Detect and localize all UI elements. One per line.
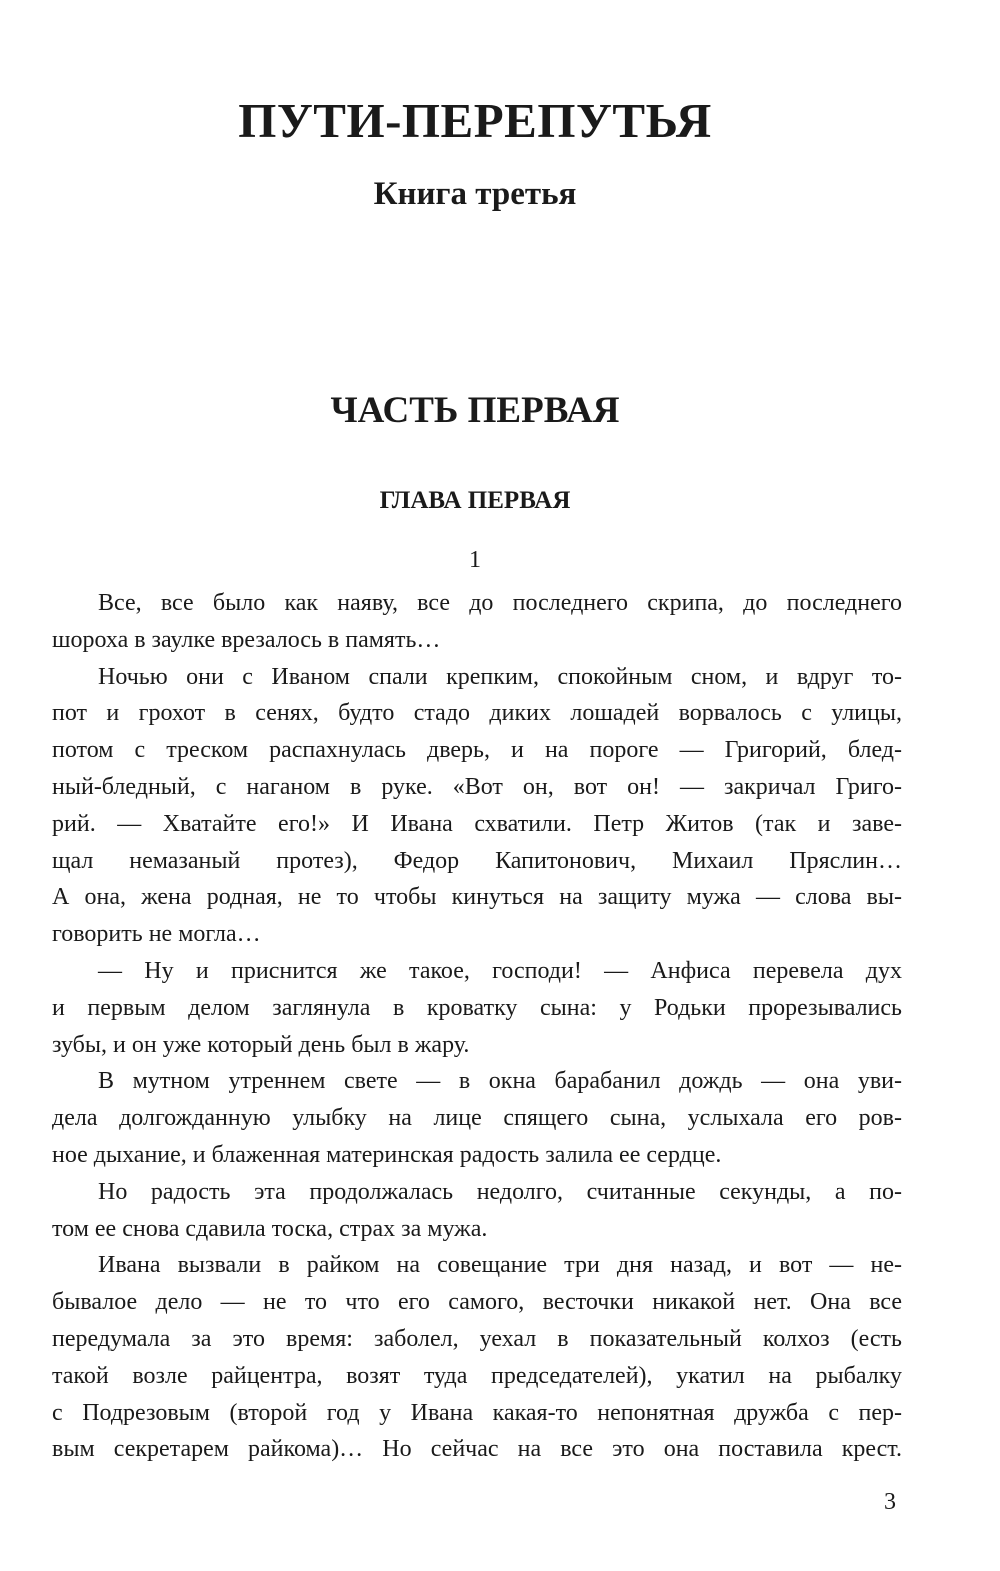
text-line: ное дыхание, и блаженная материнская радость залила ее сердце.	[52, 1141, 722, 1168]
text-line: пот и грохот в сенях, будто стадо диких лошадей ворвалось с улицы,	[52, 700, 902, 727]
page-number: 3	[884, 1489, 896, 1515]
text-line: бывалое дело — не то что его самого, весточки никакой нет. Она все	[52, 1289, 902, 1316]
text-line: с Подрезовым (второй год у Ивана какая-то непонятная дружба с пер-	[52, 1399, 902, 1426]
text-line: ный-бледный, с наганом в руке. «Вот он, вот он! — закричал Григо-	[52, 773, 902, 800]
book-subtitle: Книга третья	[373, 176, 577, 212]
text-line: Ивана вызвали в райком на совещание три дня назад, и вот — не-	[98, 1252, 902, 1279]
chapter-title: ГЛАВА ПЕРВАЯ	[379, 487, 571, 514]
text-line: шороха в заулке врезалось в память…	[52, 626, 441, 653]
text-line: передумала за это время: заболел, уехал в показательный колхоз (есть	[52, 1325, 902, 1352]
text-line: рий. — Хватайте его!» И Ивана схватили. Петр Житов (так и заве-	[52, 810, 902, 837]
text-line: дела долгожданную улыбку на лице спящего сына, услыхала его ров-	[52, 1105, 902, 1132]
text-line: том ее снова сдавила тоска, страх за мужа.	[52, 1215, 488, 1242]
text-line: Но радость эта продолжалась недолго, считанные секунды, а по-	[98, 1178, 902, 1205]
text-line: потом с треском распахнулась дверь, и на пороге — Григорий, блед-	[52, 737, 902, 764]
text-line: и первым делом заглянула в кроватку сына: у Родьки прорезывались	[52, 994, 902, 1021]
text-line: вым секретарем райкома)… Но сейчас на все это она поставила крест.	[52, 1436, 902, 1463]
text-line: зубы, и он уже который день был в жару.	[52, 1031, 470, 1058]
section-number: 1	[469, 547, 481, 573]
text-line: говорить не могла…	[52, 921, 261, 948]
body-text	[52, 585, 902, 1468]
text-line: В мутном утреннем свете — в окна барабанил дождь — она уви-	[98, 1068, 902, 1095]
part-title: ЧАСТЬ ПЕРВАЯ	[330, 390, 620, 431]
text-line: Ночью они с Иваном спали крепким, спокойным сном, и вдруг то-	[98, 663, 902, 690]
text-line: щал немазаный протез), Федор Капитонович, Михаил Пряслин…	[52, 847, 902, 874]
text-line: Все, все было как наяву, все до последнего скрипа, до последнего	[98, 590, 902, 616]
text-line: А она, жена родная, не то чтобы кинуться на защиту мужа — слова вы-	[52, 884, 902, 911]
book-title: ПУТИ-ПЕРЕПУТЬЯ	[238, 93, 712, 148]
text-line: такой возле райцентра, возят туда председателей), укатил на рыбалку	[52, 1362, 902, 1389]
text-line: — Ну и приснится же такое, господи! — Анфиса перевела дух	[98, 957, 902, 984]
